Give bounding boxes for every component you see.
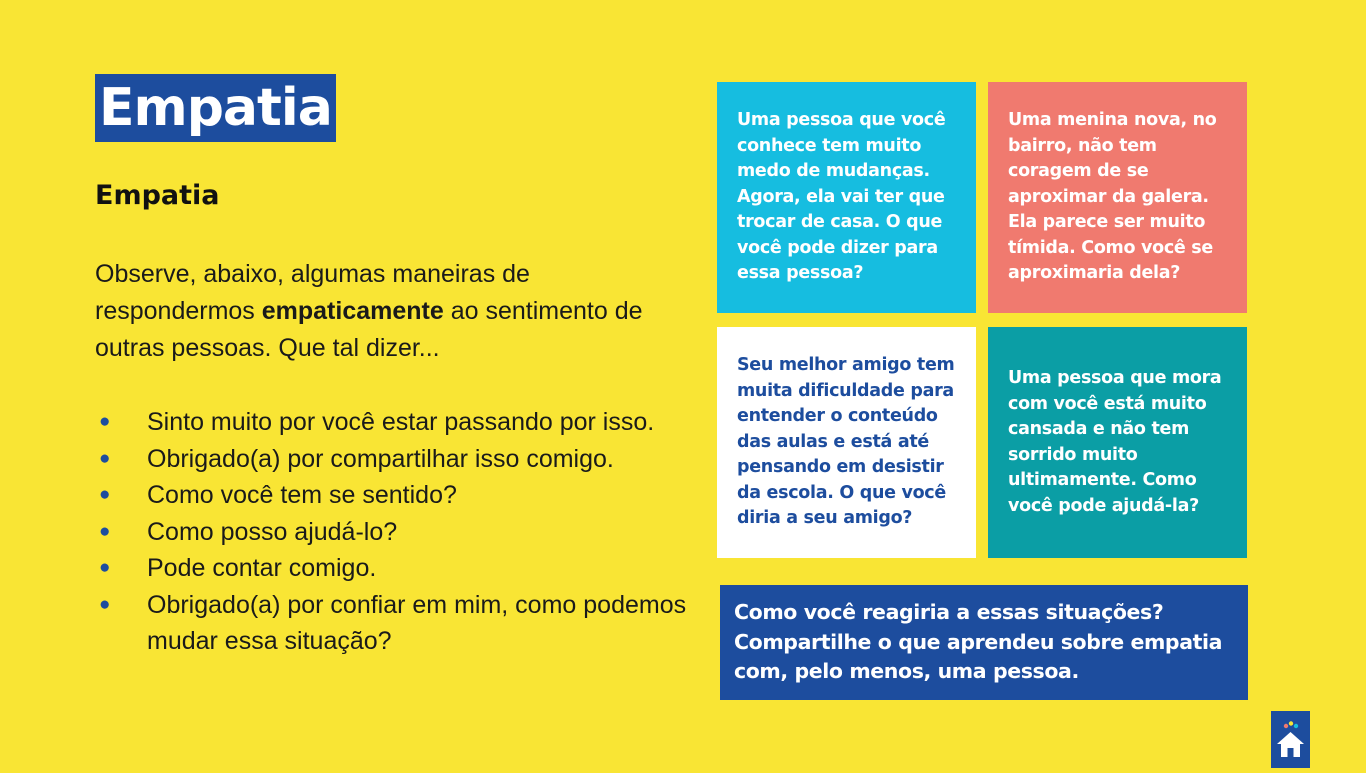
- intro-text-start: Observe, abaixo, algumas maneiras de respondermos: [95, 260, 530, 325]
- situation-card-text: Uma pessoa que mora com você está muito cansada e não tem sorrido muito ultimamente. Como você pode ajudá-la?: [1008, 368, 1222, 516]
- phrase-list: [95, 404, 695, 660]
- situation-card-text: Seu melhor amigo tem muita dificuldade para entender o conteúdo das aulas e está até pensando em desistir da escola. O que você diria a seu amigo?: [737, 355, 955, 529]
- situation-card-tired-person: [988, 327, 1247, 558]
- section-heading: Empatia: [95, 180, 220, 211]
- bullet-icon: ●: [99, 593, 111, 615]
- bullet-icon: ●: [99, 447, 111, 469]
- bullet-icon: ●: [99, 411, 111, 432]
- intro-paragraph: [95, 256, 685, 367]
- situation-card-text: Uma menina nova, no bairro, não tem coragem de se aproximar da galera. Ela parece ser muito tímida. Como você se aproximaria dela?: [1008, 110, 1217, 284]
- list-item-text: Como posso ajudá-lo?: [147, 517, 398, 546]
- home-button[interactable]: [1271, 711, 1310, 768]
- bullet-icon: ●: [99, 484, 111, 505]
- list-item-text: Pode contar comigo.: [147, 554, 377, 582]
- bullet-icon: ●: [99, 557, 111, 578]
- list-item: [95, 550, 695, 587]
- list-item-text: Sinto muito por você estar passando por isso.: [147, 408, 655, 436]
- list-item-text: Como você tem se sentido?: [147, 481, 457, 509]
- intro-text-end: ao sentimento de outras pessoas. Que tal dizer...: [95, 297, 643, 362]
- situation-card-change-fear: [717, 82, 976, 313]
- list-item-text: Obrigado(a) por confiar em mim, como podemos mudar essa situação?: [147, 590, 687, 655]
- list-item-text: Obrigado(a) por compartilhar isso comigo.: [147, 444, 614, 473]
- list-item: [95, 441, 695, 478]
- situation-card-shy-girl: [988, 82, 1247, 313]
- call-to-action-box: [720, 585, 1248, 700]
- list-item: [95, 587, 695, 660]
- situation-card-text: Uma pessoa que você conhece tem muito medo de mudanças. Agora, ela vai ter que trocar de casa. O que você pode dizer para essa pessoa?: [737, 110, 946, 284]
- page-title: Empatia: [95, 74, 336, 142]
- intro-text-bold: empaticamente: [261, 297, 444, 325]
- home-icon: [1271, 711, 1310, 768]
- list-item: [95, 404, 695, 441]
- list-item: [95, 514, 695, 551]
- bullet-icon: ●: [99, 520, 111, 542]
- list-item: [95, 477, 695, 514]
- situation-card-school-friend: [717, 327, 976, 558]
- call-to-action-text: Como você reagiria a essas situações? Compartilhe o que aprendeu sobre empatia com, pelo menos, uma pessoa.: [734, 600, 1223, 683]
